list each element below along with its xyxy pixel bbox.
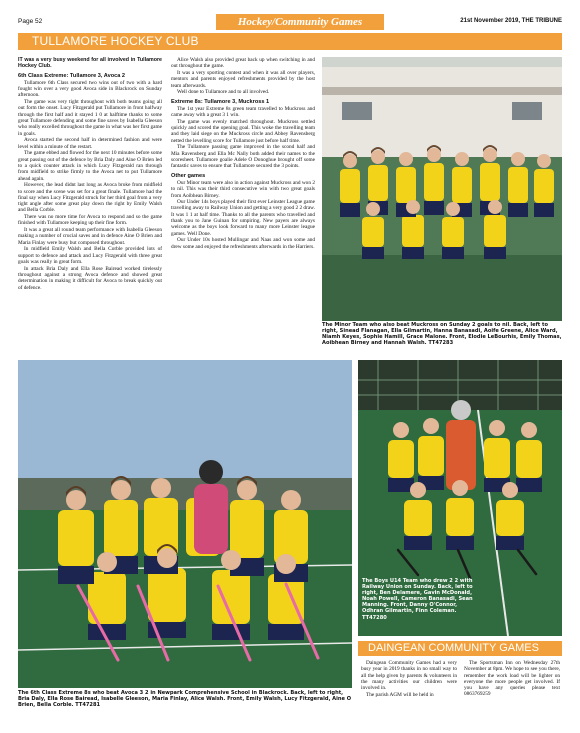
paragraph: However, the lead didnt last long as Avoca broke from midfield to score and the scene was set for a great finale. Tullamore had the final say when Lucy Fitzgerald struck for her third goal from a very tight angle after some great play down the right by Emily Walsh and Bella Corble. (18, 182, 162, 214)
paragraph: The game ebbed and flowed for the next 10 minutes before some great passing out of the defence by Bria Daly and Aine O Brien led to a quick counter attack in which Lucy Fitzgerald ran through from midfield to strike firmly to the Avoca net to put Tullamore ahead again. (18, 150, 162, 182)
paragraph: Daingean Community Games had a very busy year in 2019 thanks in no small way to all the help given by parents & volunteers in the many activities our children were involved in. (361, 660, 457, 692)
match-heading-2: Extreme 8s: Tullamore 3, Muckross 1 (171, 98, 270, 105)
page-header (18, 14, 562, 30)
article-column-1 (18, 57, 162, 291)
paragraph: Well done to Tullamore and to all involved. (177, 89, 270, 96)
paragraph: The parish AGM will be held in (366, 691, 434, 698)
paragraph: There was no more time for Avoca to respond and so the game finished with Tullamore keeping up their fine form. (18, 214, 162, 227)
paragraph: The game was very tight throughout with both teams going all out form the onset. Lucy Fitzgerald put Tullamore in front halfway through the first half and it stayed 1 0 at halftime thanks to some great Tullamore defending and some fine saves by Isabella Gleeson who really excelled throughout the game in what was her first game in goals. (18, 99, 162, 137)
paragraph: The 1st year Extreme 8s green team travelled to Muckross and came away with a great 3 1 win. (171, 105, 315, 119)
page-number: Page 52 (18, 18, 43, 25)
club-banner (18, 33, 562, 50)
paragraph: The game was evenly matched throughout. Muckross settled quickly and scored the opening goal. This woke the travelling team and they laid siege on the Muckross circle and Abbey Ravensberg netted the levelling score for Tullamore just before half time. (171, 118, 315, 144)
daingean-column-2 (464, 660, 560, 698)
other-games-heading: Other games (171, 172, 206, 179)
article-column-2 (171, 57, 315, 250)
daingean-column-1 (361, 660, 457, 699)
boys-u14-caption: The Boys U14 Team who drew 2 2 with Railway Union on Sunday. Back, left to right, Ben Delamere, Gavin McDonald, Noah Powell, Cameron Banasadi, Sean Manning. Front, Danny O'Connor, Odhran Gilmartin, Finn Coleman. TT47280 (362, 578, 473, 621)
minor-team-photo (322, 57, 562, 321)
paragraph: Our Minor team were also in action against Muckross and won 2 to nil. This was their third consecutive win with two great goals from Aoibhean Birney. (171, 179, 315, 199)
section-title: Hockey/Community Games (216, 14, 384, 30)
match-heading-1: 6th Class Extreme: Tullamore 3, Avoca 2 (18, 72, 126, 79)
article-lead: IT was a very busy weekend for all involved in Tullamore Hockey Club. (18, 57, 162, 70)
paragraph: In midfield Emily Walsh and Bella Corble provided lots of support to defence and attack and Lucy Fitzgerald with three great goals was really in great form. (18, 246, 162, 265)
sixth-class-photo (18, 360, 352, 688)
paragraph: Tullamore 6th Class secured two wins out of two with a hard fought win over a very good Avoca side in Blackrock on Sunday afternoon. (18, 79, 162, 99)
paragraph: Our Under 10s hosted Mullingar and Naas and won some and drew some and enjoyed the refreshments afterwards in the Harriers. (171, 237, 315, 250)
club-banner-title: TULLAMORE HOCKEY CLUB (32, 34, 199, 48)
sixth-class-caption: The 6th Class Extreme 8s who beat Avoca 3 2 in Newpark Comprehensive School in Blackrock. Back, left to right, Bria Daly, Ella Rose Bairead, Isabelle Gleeson, Maria Finlay, Alice Walsh. Front, Emily Walsh, Lucy Fitzgerald, Aine O Brien, Bella Corble. TT47281 (18, 690, 352, 709)
paragraph: Avoca started the second half in determined fashion and were level within a minute of the restart. (18, 137, 162, 150)
daingean-banner (358, 641, 562, 656)
paragraph: Alice Walsh also provided great back up when switching in and out throughout the game. (171, 57, 315, 70)
paragraph: Our Under 14s boys played their first ever Leinster League game travelling away to Railway Union and getting a very good 2 2 draw. It was 1 1 at half time. Thanks to all the parents who travelled and thank you to Jane Guinan for umpiring. New payers are always welcome as the boys look forward to many more Leinster league games. Well Done. (171, 199, 315, 237)
paragraph: It was a very sporting contest and when it was all over players, mentors and parents enjoyed refreshments provided by the host team afterwards. (171, 69, 315, 89)
minor-team-caption: The Minor Team who also beat Muckross on Sunday 2 goals to nil. Back, left to right, Sinead Flanagan, Ella Gilmartin, Hanna Banasadi, Aoife Greene, Alice Ward, Niamh Keyes, Sophie Hamill, Grace Malone. Front, Elodie LeBourhis, Emily Thomas, Aoibhean Birney and Hannah Walsh. TT47283 (322, 322, 562, 347)
issue-date: 21st November 2019, THE TRIBUNE (460, 18, 562, 24)
paragraph: The Tullamore passing game improved in the scond half and Mia Ravensberg and Ella Mc Nally both added their names to the scoresheet. Tullamore goalie Adele O Donoghue brought off some fantastic saves to ensure that Tullamore secured the 3 points. (171, 144, 315, 170)
paragraph: In attack Bria Daly and Ella Rose Bairead worked tirelessly throughout against a strong Avoca defence and showed great determination in making it difficult for Avoca to break quickly out of defence. (18, 265, 162, 291)
paragraph: It was a great all round team performance with Isabella Gleeson making a number of crucial saves and in defence Aine O Brien and Maria Finlay were busy but composed throughout. (18, 227, 162, 246)
daingean-banner-title: DAINGEAN COMMUNITY GAMES (368, 642, 539, 654)
paragraph: The Sportsman Inn on Wednesday 27th November at 8pm. We hope to see you there, remember the work load will be lighter on everyone the more people get involved. If you have any queries please text 0863769259 (464, 660, 560, 698)
